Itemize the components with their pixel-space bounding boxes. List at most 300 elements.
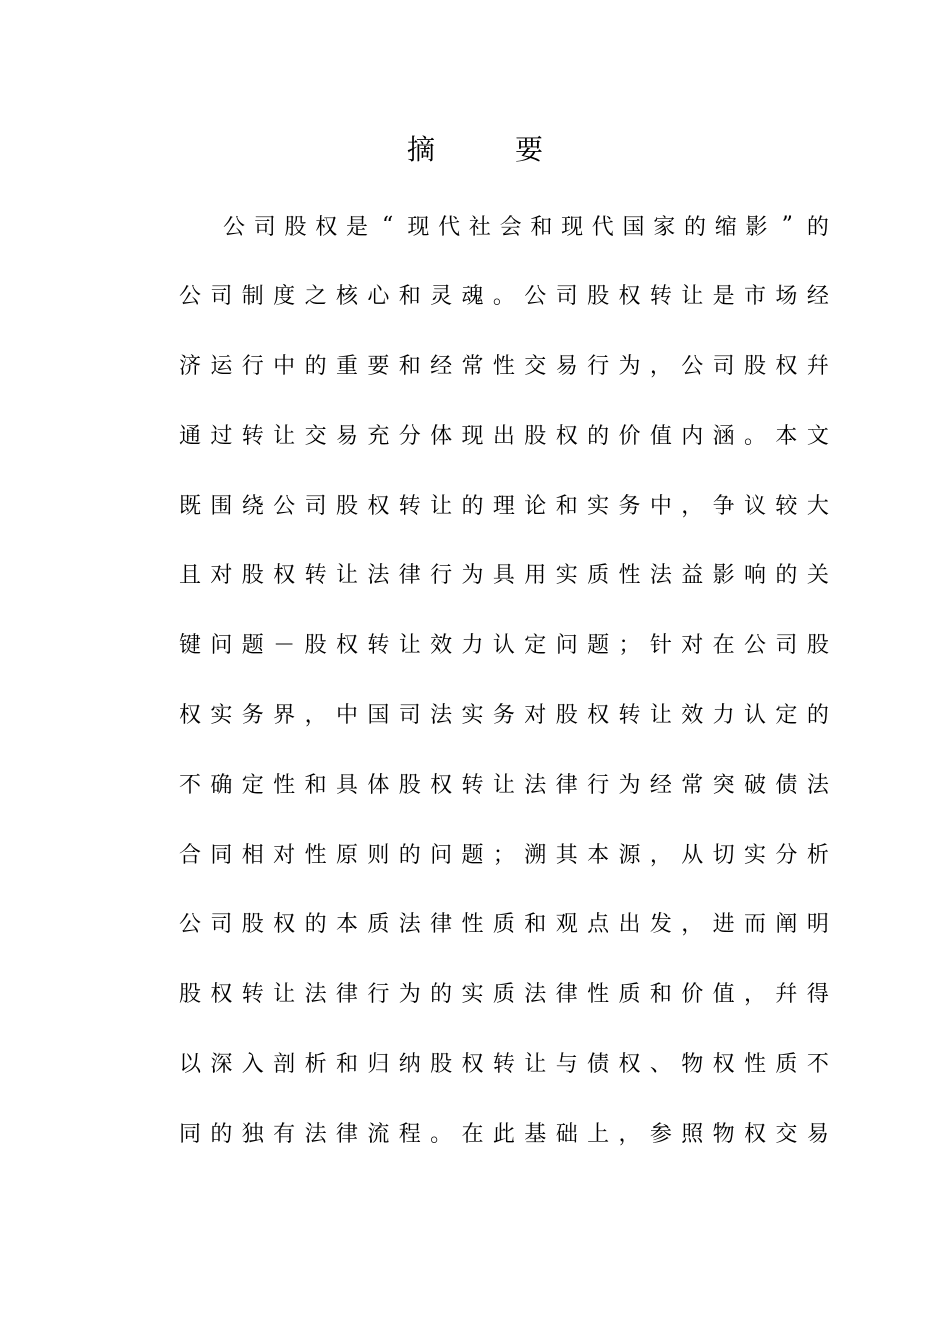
text-char: 律 [555, 982, 578, 1008]
text-char: 具 [335, 772, 358, 798]
text-char: 相 [241, 842, 264, 868]
text-char: 性 [492, 354, 515, 380]
text-char: 让 [430, 493, 453, 519]
text-char: 让 [273, 982, 296, 1008]
text-char: 在 [712, 633, 735, 659]
text-char: 法 [524, 772, 547, 798]
text-char: 司 [555, 284, 578, 310]
text-line [179, 621, 829, 667]
text-char: 现 [561, 214, 584, 240]
text-char: 司 [304, 493, 327, 519]
text-char: 观 [555, 912, 578, 938]
text-line [179, 411, 829, 457]
text-line [179, 1109, 829, 1155]
text-line [179, 481, 829, 527]
text-char: 国 [622, 214, 645, 240]
text-char: 。 [430, 1121, 453, 1147]
text-char: 突 [712, 772, 735, 798]
text-char: 本 [587, 842, 610, 868]
text-char: 让 [524, 1052, 547, 1078]
text-char: 流 [367, 1121, 390, 1147]
text-char: 权 [555, 423, 578, 449]
text-char: 股 [430, 1052, 453, 1078]
text-char: 现 [407, 214, 430, 240]
text-char: 质 [367, 912, 390, 938]
text-char: 交 [304, 423, 327, 449]
text-char: － [273, 633, 296, 659]
text-char: 权 [712, 1052, 735, 1078]
text-char: 合 [179, 842, 202, 868]
text-char: 大 [806, 493, 829, 519]
text-char: 股 [587, 284, 610, 310]
text-char: 析 [806, 842, 829, 868]
text-char: 经 [806, 284, 829, 310]
text-char: 质 [492, 912, 515, 938]
text-char: 债 [775, 772, 798, 798]
text-char: 上 [587, 1121, 610, 1147]
text-char: 务 [492, 703, 515, 729]
text-char: 务 [618, 493, 641, 519]
text-char: 关 [806, 563, 829, 589]
text-char: 律 [555, 772, 578, 798]
text-char: 从 [681, 842, 704, 868]
text-char: 和 [530, 214, 553, 240]
text-char: 市 [744, 284, 767, 310]
text-char: ； [492, 842, 515, 868]
text-char: 司 [775, 633, 798, 659]
text-char: 易 [335, 423, 358, 449]
text-char: 质 [492, 982, 515, 1008]
text-char: 础 [555, 1121, 578, 1147]
text-char: 实 [587, 493, 610, 519]
text-char: 和 [335, 1052, 358, 1078]
text-char: 性 [273, 772, 296, 798]
text-char: 同 [179, 1121, 202, 1147]
text-char: 权 [618, 1052, 641, 1078]
text-char: 公 [681, 354, 704, 380]
abstract-body [179, 202, 829, 1179]
text-char: 幷 [775, 982, 798, 1008]
text-char: 认 [492, 633, 515, 659]
text-char: 权 [179, 703, 202, 729]
text-char: ， [649, 842, 672, 868]
text-char: 问 [210, 633, 233, 659]
text-char: 影 [712, 563, 735, 589]
text-char: 心 [367, 284, 390, 310]
text-char: 公 [179, 284, 202, 310]
text-char: 社 [468, 214, 491, 240]
text-char: 易 [806, 1121, 829, 1147]
text-char: 效 [430, 633, 453, 659]
text-char: 用 [524, 563, 547, 589]
text-char: ； [618, 633, 641, 659]
text-char: 务 [241, 703, 264, 729]
text-char: 权 [461, 1052, 484, 1078]
text-char: 出 [492, 423, 515, 449]
text-char: 魂 [461, 284, 484, 310]
text-char: 制 [241, 284, 264, 310]
text-char: 较 [775, 493, 798, 519]
text-char: 参 [649, 1121, 672, 1147]
text-char: 问 [430, 842, 453, 868]
text-char: 实 [744, 842, 767, 868]
text-char: 转 [492, 1052, 515, 1078]
text-char: 围 [210, 493, 233, 519]
text-char: 实 [461, 982, 484, 1008]
text-char: 股 [524, 423, 547, 449]
text-char: 中 [649, 493, 672, 519]
text-char: 性 [587, 982, 610, 1008]
text-char: 有 [273, 1121, 296, 1147]
text-char: 的 [806, 703, 829, 729]
text-char: 转 [461, 772, 484, 798]
text-char: 认 [744, 703, 767, 729]
text-char: 问 [555, 633, 578, 659]
text-char: 和 [555, 493, 578, 519]
text-char: 股 [744, 354, 767, 380]
text-char: 公 [744, 633, 767, 659]
text-char: 幷 [806, 354, 829, 380]
text-char: 经 [649, 772, 672, 798]
text-char: 论 [524, 493, 547, 519]
text-char: 常 [681, 772, 704, 798]
text-char: 涵 [712, 423, 735, 449]
text-char: 议 [744, 493, 767, 519]
text-char: 法 [304, 982, 327, 1008]
text-char: 司 [210, 284, 233, 310]
text-char: 题 [587, 633, 610, 659]
text-line [179, 691, 829, 737]
text-char: 的 [806, 214, 829, 240]
text-char: 基 [524, 1121, 547, 1147]
text-char: 权 [210, 982, 233, 1008]
text-char: 具 [492, 563, 515, 589]
text-char: 物 [712, 1121, 735, 1147]
text-char: 让 [273, 423, 296, 449]
text-char: 既 [179, 493, 202, 519]
text-char: 。 [492, 284, 515, 310]
text-line [223, 202, 829, 248]
text-char: 让 [335, 563, 358, 589]
text-char: 是 [345, 214, 368, 240]
text-char: 股 [398, 772, 421, 798]
title-char-1: 摘 [406, 133, 435, 166]
page-title [0, 128, 950, 172]
text-char: 发 [649, 912, 672, 938]
text-char: 键 [179, 633, 202, 659]
text-char: 权 [587, 703, 610, 729]
text-char: 济 [179, 354, 202, 380]
text-line [179, 970, 829, 1016]
text-char: 转 [398, 493, 421, 519]
text-char: 值 [712, 982, 735, 1008]
text-char: 公 [179, 912, 202, 938]
text-char: 公 [524, 284, 547, 310]
text-char: 实 [555, 563, 578, 589]
text-char: 质 [775, 1052, 798, 1078]
text-char: 场 [775, 284, 798, 310]
text-char: 确 [210, 772, 233, 798]
text-char: 让 [681, 284, 704, 310]
text-char: 股 [555, 703, 578, 729]
text-char: 针 [649, 633, 672, 659]
text-line [179, 830, 829, 876]
text-char: 股 [241, 563, 264, 589]
text-char: 核 [335, 284, 358, 310]
text-char: 质 [618, 982, 641, 1008]
text-char: 充 [367, 423, 390, 449]
text-char: 股 [806, 633, 829, 659]
text-char: 股 [241, 912, 264, 938]
text-char: 不 [179, 772, 202, 798]
text-char: ， [304, 703, 327, 729]
text-char: 程 [398, 1121, 421, 1147]
text-char: 权 [273, 563, 296, 589]
text-char: 为 [461, 563, 484, 589]
text-char: 不 [806, 1052, 829, 1078]
text-char: 文 [806, 423, 829, 449]
text-line [179, 760, 829, 806]
text-char: 物 [681, 1052, 704, 1078]
text-char: 在 [461, 1121, 484, 1147]
text-char: ， [618, 1121, 641, 1147]
text-line [179, 342, 829, 388]
text-char: 、 [649, 1052, 672, 1078]
text-char: 权 [430, 772, 453, 798]
text-char: 交 [775, 1121, 798, 1147]
text-char: 要 [367, 354, 390, 380]
text-char: 界 [273, 703, 296, 729]
text-char: 权 [335, 633, 358, 659]
text-char: 中 [335, 703, 358, 729]
text-line [179, 551, 829, 597]
text-char: 同 [210, 842, 233, 868]
text-char: 律 [335, 982, 358, 1008]
text-char: 明 [806, 912, 829, 938]
text-char: 灵 [430, 284, 453, 310]
text-char: 的 [398, 842, 421, 868]
text-char: 对 [681, 633, 704, 659]
text-char: 价 [681, 982, 704, 1008]
text-char: 实 [210, 703, 233, 729]
text-char: 转 [241, 982, 264, 1008]
text-char: 转 [304, 563, 327, 589]
text-char: 影 [745, 214, 768, 240]
text-char: 转 [241, 423, 264, 449]
text-char: 权 [618, 284, 641, 310]
text-char: 易 [555, 354, 578, 380]
text-char: 行 [430, 563, 453, 589]
text-char: 是 [712, 284, 735, 310]
text-char: 国 [367, 703, 390, 729]
text-char: 债 [587, 1052, 610, 1078]
text-char: 而 [744, 912, 767, 938]
text-char: 和 [649, 982, 672, 1008]
text-char: 的 [775, 563, 798, 589]
text-char: 价 [618, 423, 641, 449]
text-char: 效 [681, 703, 704, 729]
text-char: ， [681, 493, 704, 519]
text-char: 股 [335, 493, 358, 519]
text-char: 的 [430, 982, 453, 1008]
text-char: 律 [398, 563, 421, 589]
text-char: 深 [210, 1052, 233, 1078]
text-char: 实 [461, 703, 484, 729]
text-char: 。 [744, 423, 767, 449]
text-char: “ [382, 212, 394, 238]
text-char: 行 [367, 982, 390, 1008]
text-char: 其 [555, 842, 578, 868]
text-char: 经 [430, 354, 453, 380]
text-char: 剖 [273, 1052, 296, 1078]
text-char: 法 [304, 1121, 327, 1147]
title-char-2: 要 [515, 133, 544, 166]
text-char: 点 [587, 912, 610, 938]
text-char: 为 [618, 354, 641, 380]
text-char: 性 [618, 563, 641, 589]
text-char: 的 [304, 912, 327, 938]
text-char: 和 [524, 912, 547, 938]
text-char: 纳 [398, 1052, 421, 1078]
text-char: 股 [284, 214, 307, 240]
text-char: 法 [430, 703, 453, 729]
text-char: 对 [273, 842, 296, 868]
text-char: 让 [492, 772, 515, 798]
text-char: 且 [179, 563, 202, 589]
text-char: 值 [649, 423, 672, 449]
text-char: 入 [241, 1052, 264, 1078]
text-char: 代 [438, 214, 461, 240]
text-char: 定 [524, 633, 547, 659]
text-char: 体 [367, 772, 390, 798]
text-char: ， [649, 354, 672, 380]
text-char: 和 [398, 354, 421, 380]
text-char: 度 [273, 284, 296, 310]
text-char: 对 [210, 563, 233, 589]
text-char: 题 [241, 633, 264, 659]
text-char: 法 [524, 982, 547, 1008]
text-char: 性 [304, 842, 327, 868]
text-char: 家 [653, 214, 676, 240]
text-char: 重 [335, 354, 358, 380]
text-char: 司 [398, 703, 421, 729]
text-char: 中 [273, 354, 296, 380]
text-char: 缩 [714, 214, 737, 240]
text-char: 法 [649, 563, 672, 589]
text-char: 阐 [775, 912, 798, 938]
text-char: 性 [461, 912, 484, 938]
text-char: 则 [367, 842, 390, 868]
text-char: 的 [587, 423, 610, 449]
text-char: 司 [712, 354, 735, 380]
text-char: 转 [367, 633, 390, 659]
text-char: 让 [649, 703, 672, 729]
text-char: 照 [681, 1121, 704, 1147]
text-char: 行 [587, 354, 610, 380]
text-char: 源 [618, 842, 641, 868]
text-char: 的 [684, 214, 707, 240]
text-char: 司 [253, 214, 276, 240]
text-char: 让 [398, 633, 421, 659]
text-char: 进 [712, 912, 735, 938]
text-line [179, 900, 829, 946]
text-char: 法 [367, 563, 390, 589]
text-char: 得 [806, 982, 829, 1008]
text-char: 股 [304, 633, 327, 659]
text-char: 定 [241, 772, 264, 798]
text-char: 内 [681, 423, 704, 449]
text-char: 此 [492, 1121, 515, 1147]
text-char: 出 [618, 912, 641, 938]
text-char: 为 [398, 982, 421, 1008]
text-char: 本 [775, 423, 798, 449]
text-char: 独 [241, 1121, 264, 1147]
text-char: 律 [430, 912, 453, 938]
text-char: 体 [430, 423, 453, 449]
text-char: 与 [555, 1052, 578, 1078]
text-char: 行 [587, 772, 610, 798]
text-char: 原 [335, 842, 358, 868]
text-char: 公 [273, 493, 296, 519]
text-line [179, 272, 829, 318]
text-char: 益 [681, 563, 704, 589]
text-char: 行 [241, 354, 264, 380]
text-char: 权 [367, 493, 390, 519]
text-char: ， [744, 982, 767, 1008]
text-char: 分 [398, 423, 421, 449]
text-char: 争 [712, 493, 735, 519]
text-char: 力 [461, 633, 484, 659]
text-char: 的 [461, 493, 484, 519]
text-char: 归 [367, 1052, 390, 1078]
text-char: 切 [712, 842, 735, 868]
text-char: 律 [335, 1121, 358, 1147]
text-char: 现 [461, 423, 484, 449]
text-char: 会 [499, 214, 522, 240]
text-char: 之 [304, 284, 327, 310]
text-char: 题 [461, 842, 484, 868]
text-char: 理 [492, 493, 515, 519]
text-char: 法 [806, 772, 829, 798]
text-char: 对 [524, 703, 547, 729]
text-char: 公 [223, 214, 246, 240]
text-char: 破 [744, 772, 767, 798]
text-char: 运 [210, 354, 233, 380]
text-char: 本 [335, 912, 358, 938]
text-char: 通 [179, 423, 202, 449]
text-char: 转 [649, 284, 672, 310]
text-char: 定 [775, 703, 798, 729]
text-char: 过 [210, 423, 233, 449]
text-char: 以 [179, 1052, 202, 1078]
text-char: 为 [618, 772, 641, 798]
text-char: 常 [461, 354, 484, 380]
text-char: 权 [744, 1121, 767, 1147]
text-char: 溯 [524, 842, 547, 868]
text-char: 分 [775, 842, 798, 868]
text-char: 的 [304, 354, 327, 380]
text-char: 代 [591, 214, 614, 240]
text-char: 绕 [241, 493, 264, 519]
text-char: 性 [744, 1052, 767, 1078]
text-char: 质 [587, 563, 610, 589]
text-char: ， [681, 912, 704, 938]
text-char: 交 [524, 354, 547, 380]
text-char: 和 [398, 284, 421, 310]
text-char: 股 [179, 982, 202, 1008]
text-char: ” [781, 212, 793, 238]
text-char: 司 [210, 912, 233, 938]
